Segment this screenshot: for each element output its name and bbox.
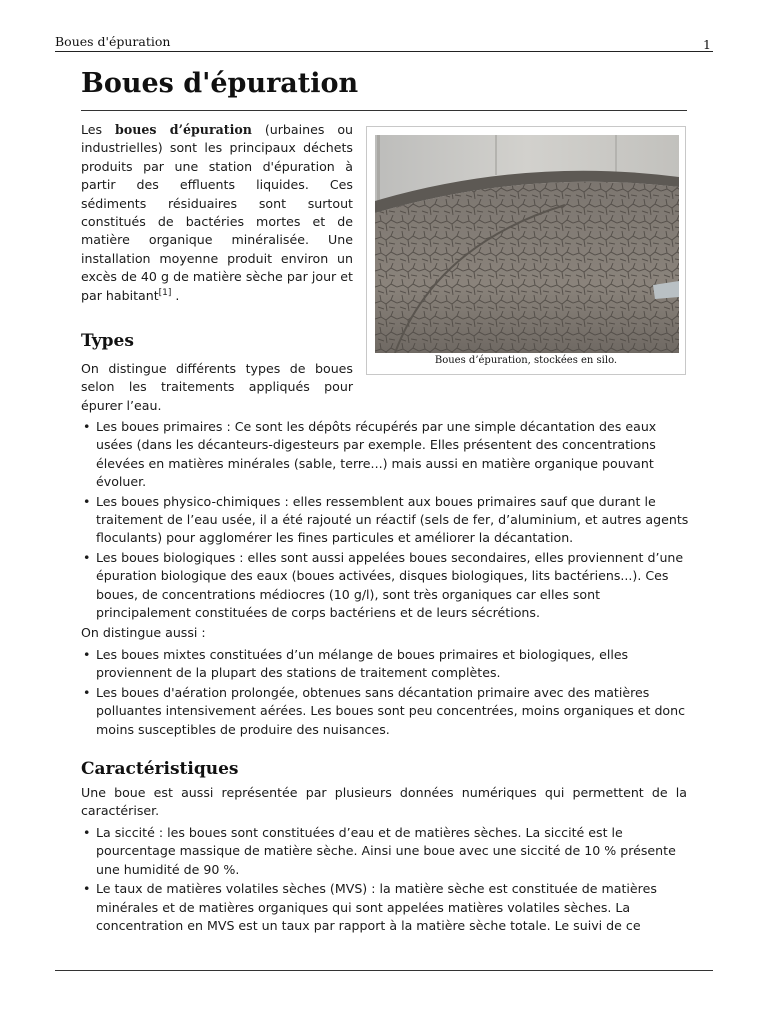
list-item: • Le taux de matières volatiles sèches (MVS) : la matière sèche est constituée de matières minérales et de matières organiques qui sont appelées matières volatiles sèches. La concentration en MVS est un taux par rapport à la matière sèche totale. Le suivi de ce [81, 880, 689, 935]
also-list [81, 646, 689, 740]
list-item: • Les boues physico-chimiques : elles ressemblent aux boues primaires sauf que durant le traitement de l’eau usée, il a été rajouté un réactif (sels de fer, d’aluminium, et autres agents floculants) pour agglomérer les fines particules et améliorer la décantation. [81, 493, 689, 548]
types-heading: Types [81, 331, 134, 351]
figure-caption: Boues d’épuration, stockées en silo. [434, 355, 618, 366]
intro-paragraph: Les boues d’épuration (urbaines ou industrielles) sont les principaux déchets produits par une station d'épuration à partir des effluents liquides. Ces sédiments résiduaires sont surtout constitués de bactéries mortes et de matière organique minéralisée. Une installation moyenne produit environ un excès de 40 g de matière sèche par jour et par habitant[1] . [81, 122, 354, 303]
also-intro: On distingue aussi : [81, 625, 206, 640]
title-divider [81, 110, 687, 111]
caracteristiques-heading: Caractéristiques [81, 759, 239, 779]
caracteristiques-intro: Une boue est aussi représentée par plusieurs données numériques qui permettent de la caractériser. [81, 785, 687, 819]
page-number: 1 [703, 37, 711, 52]
list-item: • Les boues d'aération prolongée, obtenues sans décantation primaire avec des matières polluantes intensivement aérées. Les boues sont peu concentrées, moins organiques et donc moins susceptibles de produire des nuisances. [81, 684, 689, 739]
list-item: • Les boues mixtes constituées d’un mélange de boues primaires et biologiques, elles proviennent de la plupart des stations de traitement complètes. [81, 646, 689, 683]
intro-bold-term: boues d’épuration [115, 122, 252, 137]
header-title: Boues d'épuration [55, 34, 171, 49]
article-title: Boues d'épuration [81, 68, 359, 99]
list-item: • La siccité : les boues sont constituées d’eau et de matières sèches. La siccité est le pourcentage massique de matière sèche. Ainsi une boue avec une siccité de 10 % présente une humidité de 90 %. [81, 824, 689, 879]
sludge-photo [375, 135, 679, 353]
types-list [81, 418, 689, 623]
types-intro: On distingue différents types de boues selon les traitements appliqués pour épurer l’eau. [81, 361, 353, 413]
reference-link[interactable]: [1] [158, 287, 172, 298]
figure [366, 126, 686, 375]
footer-divider [55, 970, 713, 971]
caracteristiques-list [81, 824, 689, 936]
list-item: • Les boues biologiques : elles sont aussi appelées boues secondaires, elles proviennent d’une épuration biologique des eaux (boues activées, disques biologiques, lits bactériens...). Ces boues, de concentrations médiocres (10 g/l), sont très organiques car elles sont principalement constituées de corps bactériens et de leurs sécrétions. [81, 549, 689, 623]
list-item: • Les boues primaires : Ce sont les dépôts récupérés par une simple décantation des eaux usées (dans les décanteurs-digesteurs par exemple. Elles présentent des concentrations élevées en matières minérales (sable, terre...) mais aussi en matière organique pouvant évoluer. [81, 418, 689, 492]
page-header [55, 33, 713, 52]
